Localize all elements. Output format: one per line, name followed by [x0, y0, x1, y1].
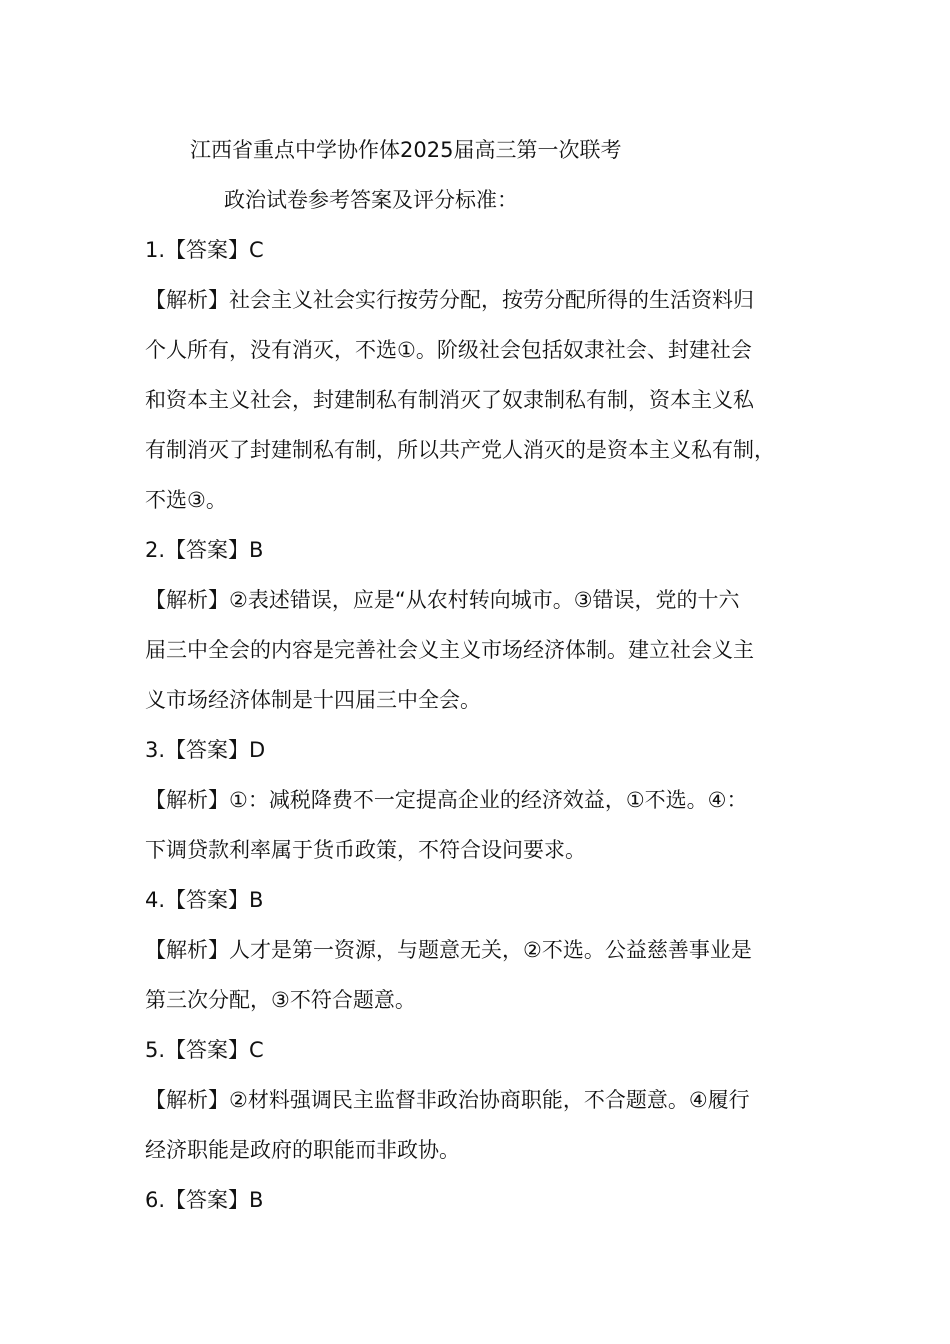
analysis-line: 和资本主义社会，封建制私有制消灭了奴隶制私有制，资本主义私 [145, 388, 754, 412]
analysis-line: 经济职能是政府的职能而非政协。 [145, 1138, 460, 1162]
answer-list [145, 234, 810, 1234]
analysis-line: 【解析】②表述错误，应是“从农村转向城市。③错误，党的十六 [145, 588, 740, 612]
analysis-line: 【解析】社会主义社会实行按劳分配，按劳分配所得的生活资料归 [145, 288, 754, 312]
analysis-line: 义市场经济体制是十四届三中全会。 [145, 688, 481, 712]
analysis-line: 第三次分配，③不符合题意。 [145, 988, 416, 1012]
analysis-line: 【解析】②材料强调民主监督非政治协商职能，不合题意。④履行 [145, 1088, 750, 1112]
analysis-line: 下调贷款利率属于货币政策，不符合设问要求。 [145, 838, 586, 862]
analysis-line: 【解析】人才是第一资源，与题意无关，②不选。公益慈善事业是 [145, 938, 752, 962]
document-title: 江西省重点中学协作体2025届高三第一次联考 [190, 138, 622, 162]
analysis-line: 个人所有，没有消灭，不选①。阶级社会包括奴隶社会、封建社会 [145, 338, 752, 362]
document-subtitle: 政治试卷参考答案及评分标准： [224, 188, 518, 212]
answer-line-6: 6.【答案】B [145, 1188, 264, 1212]
analysis-line: 有制消灭了封建制私有制，所以共产党人消灭的是资本主义私有制， [145, 438, 775, 462]
answer-line-1: 1.【答案】C [145, 238, 264, 262]
answer-line-5: 5.【答案】C [145, 1038, 264, 1062]
analysis-line: 届三中全会的内容是完善社会义主义市场经济体制。建立社会义主 [145, 638, 754, 662]
analysis-line: 【解析】①：减税降费不一定提高企业的经济效益，①不选。④： [145, 788, 748, 812]
analysis-line: 不选③。 [145, 488, 227, 512]
answer-line-2: 2.【答案】B [145, 538, 264, 562]
answer-line-3: 3.【答案】D [145, 738, 266, 762]
answer-line-4: 4.【答案】B [145, 888, 264, 912]
